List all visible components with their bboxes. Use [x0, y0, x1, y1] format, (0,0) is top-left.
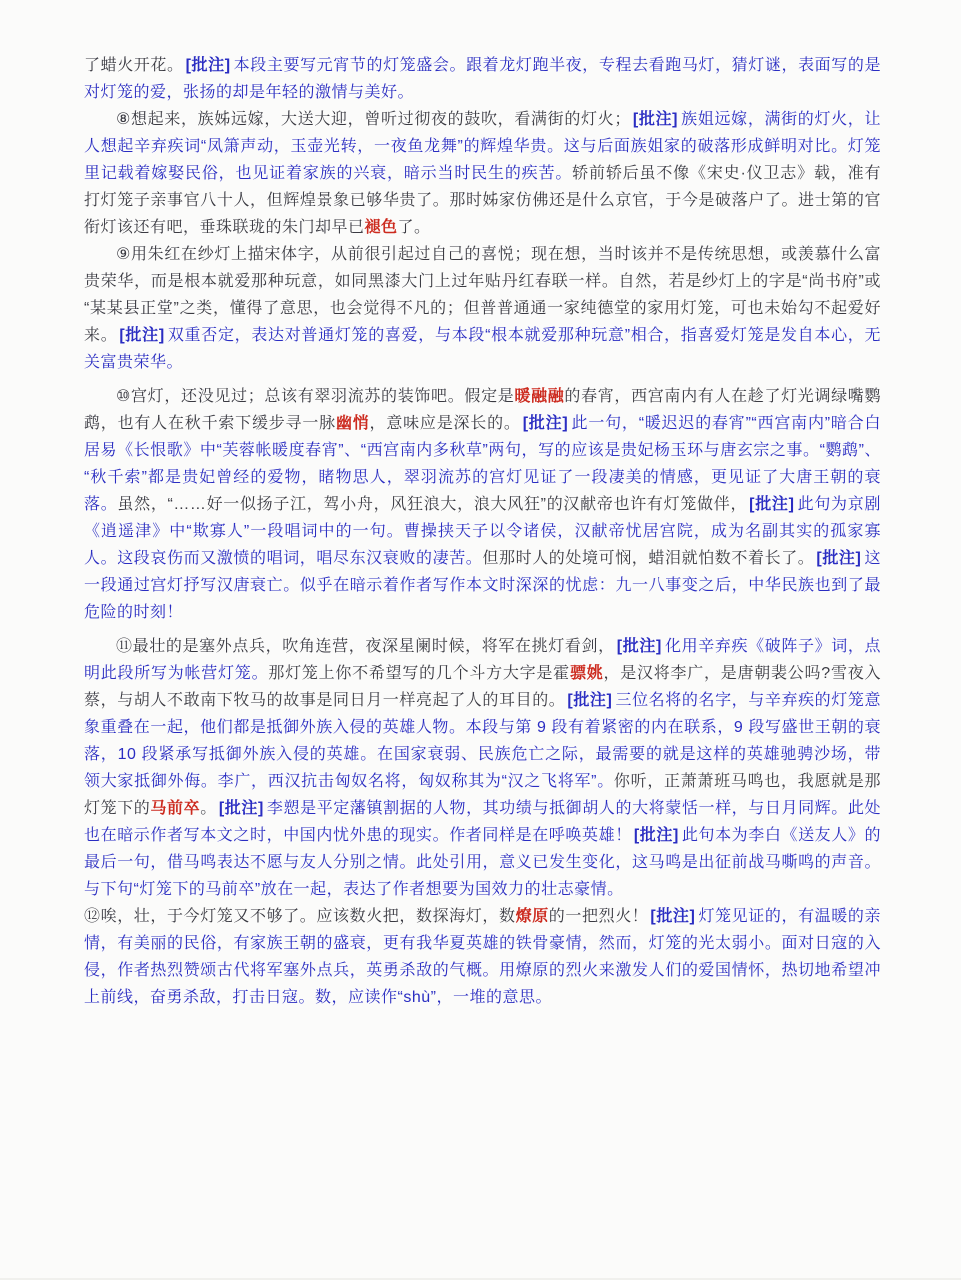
annotation-text: 双重否定，表达对普通灯笼的喜爱，与本段“根本就爱那种玩意”相合，指喜爱灯笼是发自本心，无关富贵荣华。 [84, 327, 881, 371]
annotation-marker: [批注] [633, 827, 679, 844]
highlight-term: 燎原 [515, 908, 549, 925]
body-text: 但那时人的处境可悯，蜡泪就怕数不着长了。 [482, 550, 815, 567]
highlight-term: 褪色 [364, 219, 398, 236]
annotation-marker: [批注] [218, 800, 264, 817]
annotation-text: 族姐远嫁，满街的灯火，让人想起辛弃疾词“凤箫声动，玉壶光转，一夜鱼龙舞”的辉煌华贵。这与后面族姐家的破落形成鲜明对比。灯笼里记载着嫁娶民俗，也见证着家族的兴衰，暗示当时民生的疾苦。 [84, 111, 881, 182]
body-text: 那灯笼上你不希望写的几个斗方大字是霍 [268, 665, 570, 682]
annotation-text: 灯笼见证的，有温暖的亲情，有美丽的民俗，有家族王朝的盛衰，更有我华夏英雄的铁骨豪情，然而，灯笼的光太弱小。面对日寇的入侵，作者热烈赞颂古代将军塞外点兵，英勇杀敌的气概。用燎原的烈火来激发人们的爱国情怀，热切地希望冲上前线，奋勇杀敌，打击日寇。数，应读作“shù”，一堆的意思。 [84, 908, 881, 1006]
annotation-text: 此一句，“暖迟迟的春宵”“西宫南内”暗合白居易《长恨歌》中“芙蓉帐暖度春宵”、“西宫南内多秋草”两句，写的应该是贵妃杨玉环与唐玄宗之事。“鹦鹉”、“秋千索”都是贵妃曾经的爱物，睹物思人，翠羽流苏的宫灯见证了一段凄美的情感，更见证了大唐王朝的衰落。 [84, 415, 881, 513]
annotation-text: 此句本为李白《送友人》的最后一句，借马鸣表达不愿与友人分别之情。此处引用，意义已发生变化，这马鸣是出征前战马嘶鸣的声音。与下句“灯笼下的马前卒”放在一起，表达了作者想要为国效力的壮志豪情。 [84, 827, 881, 898]
body-text: 。 [200, 800, 217, 817]
annotation-text: 化用辛弃疾《破阵子》词，点明此段所写为帐营灯笼。 [84, 638, 881, 682]
body-text: 了。 [397, 219, 431, 236]
body-text: 了蜡火开花。 [84, 57, 184, 74]
annotation-text: 这一段通过宫灯抒写汉唐衰亡。似乎在暗示着作者写作本文时深深的忧虑：九一八事变之后，中华民族也到了最危险的时刻！ [84, 550, 881, 621]
paragraph-2 [84, 106, 881, 241]
annotation-marker: [批注] [650, 908, 696, 925]
highlight-term: 骠姚 [569, 665, 604, 682]
body-text: ⑫唉，壮，于今灯笼又不够了。应该数火把，数探海灯，数 [84, 908, 516, 925]
annotation-text: 此句为京剧《逍遥津》中“欺寡人”一段唱词中的一句。曹操挟天子以令诸侯，汉献帝忧居宫院，成为名副其实的孤家寡人。这段哀伤而又激愤的唱词，唱尽东汉衰败的凄苦。 [84, 496, 881, 567]
body-text: ⑧想起来，族姊远嫁，大送大迎，曾听过彻夜的鼓吹，看满街的灯火； [116, 111, 631, 128]
body-text: ，是汉将李广，是唐朝裴公吗?雪夜入蔡，与胡人不敢南下牧马的故事是同日月一样亮起了人的耳目的。 [84, 665, 881, 709]
body-text: 轿前轿后虽不像《宋史·仪卫志》载，准有打灯笼子亲事官八十人，但辉煌景象已够华贵了。那时姊家仿佛还是什么京官，于今是破落户了。进士第的官衔灯该还有吧，垂珠联珑的朱门却早已 [84, 165, 881, 236]
annotated-text-column [84, 52, 881, 1011]
highlight-term: 暖融融 [514, 388, 565, 405]
annotation-text: 本段主要写元宵节的灯笼盛会。跟着龙灯跑半夜，专程去看跑马灯，猜灯谜，表面写的是对灯笼的爱，张扬的却是年轻的激情与美好。 [84, 57, 881, 101]
body-text: ⑨用朱红在纱灯上描宋体字，从前很引起过自己的喜悦；现在想，当时该并不是传统思想，或羡慕什么富贵荣华，而是根本就爱那种玩意，如同黑漆大门上过年贴丹红春联一样。自然，若是纱灯上的字是“尚书府”或“某某县正堂”之类，懂得了意思，也会觉得不凡的；但普普通通一家纯德堂的家用灯笼，可也未始勾不起爱好来。 [84, 246, 881, 344]
body-text: 你听，正萧萧班马鸣也，我愿就是那灯笼下的 [84, 773, 881, 817]
highlight-term: 马前卒 [150, 800, 201, 817]
annotation-marker: [批注] [185, 57, 231, 74]
body-text: ⑩宫灯，还没见过；总该有翠羽流苏的装饰吧。假定是 [116, 388, 515, 405]
annotation-marker: [批注] [616, 638, 662, 655]
annotation-marker: [批注] [632, 111, 678, 128]
body-text: 虽然，“……好一似扬子江，驾小舟，风狂浪大，浪大风狂”的汉献帝也许有灯笼做伴， [117, 496, 748, 513]
annotation-marker: [批注] [522, 415, 569, 432]
highlight-term: 幽悄 [335, 415, 370, 432]
body-text: ⑪最壮的是塞外点兵，吹角连营，夜深星阑时候，将军在挑灯看剑， [116, 638, 615, 655]
annotation-marker: [批注] [567, 692, 613, 709]
paragraph-3 [84, 241, 881, 376]
paragraph-1 [84, 52, 881, 106]
body-text: ，意味应是深长的。 [369, 415, 521, 432]
paragraph-6 [84, 903, 881, 1011]
body-text: 的春宵，西宫南内有人在趁了灯光调绿嘴鹦鹉，也有人在秋千索下缓步寻一脉 [84, 388, 881, 432]
annotation-marker: [批注] [816, 550, 862, 567]
paragraph-4 [84, 383, 881, 626]
paragraph-5 [84, 633, 881, 903]
annotation-text: 三位名将的名字，与辛弃疾的灯笼意象重叠在一起，他们都是抵御外族入侵的英雄人物。本段与第 9 段有着紧密的内在联系，9 段写盛世王朝的衰落，10 段紧承写抵御外族入侵的英雄。在国家衰弱、民族危亡之际，最需要的就是这样的英雄驰骋沙场，带领大家抵御外侮。李广，西汉抗击匈奴名将，匈奴称其为“汉之飞将军”。 [84, 692, 881, 790]
annotation-marker: [批注] [119, 327, 165, 344]
body-text: 的一把烈火！ [548, 908, 649, 925]
annotation-text: 李愬是平定藩镇割据的人物，其功绩与抵御胡人的大将蒙恬一样，与日月同辉。此处也在暗示作者写本文之时，中国内忧外患的现实。作者同样是在呼唤英雄！ [84, 800, 881, 844]
annotation-marker: [批注] [749, 496, 795, 513]
